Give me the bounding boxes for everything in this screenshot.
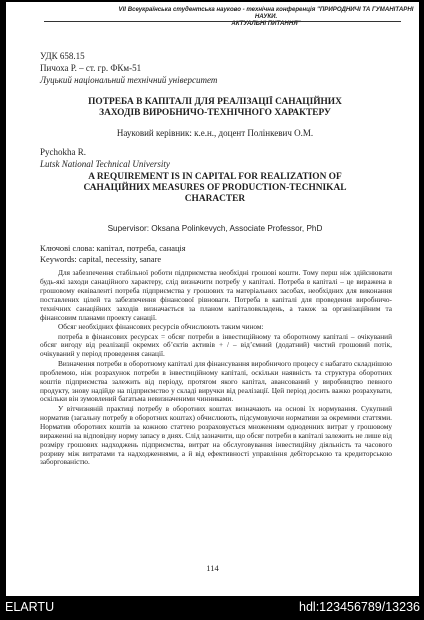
body-paragraph-3: потреба в фінансових ресурсах = обсяг потреби в інвестиційному та оборотному капіталі – очікуваний обсяг вигоду від реалізації окремих об’єктів активів + / – від’ємний (додатний) чистий грошовий потік, очікуваний у період проведення санації. (40, 331, 392, 359)
university-ua: Луцький національний технічний університет (40, 75, 218, 85)
title-ua-line1: ПОТРЕБА В КАПІТАЛІ ДЛЯ РЕАЛІЗАЦІЇ САНАЦІЙНИХ (88, 97, 342, 107)
body-paragraph-4: Визначення потреби в оборотному капіталі для фінансування виробничого процесу є набагато складнішою проблемою, ніж розрахунок потреби в інвестиційному капіталі, оскільки наявність та структура оборотних коштів підприємства залежить від періоду, протягом якого капітал, авансований у виробництво певного продукту, знову надійде на підприємство у складі виручки від реалізації. Цей період досить важко розрахувати, оскільки він зумовлений багатьма невизначеними чинниками. (40, 358, 392, 404)
header-rule (44, 21, 401, 22)
document-page (6, 2, 419, 596)
supervisor-ua: Науковий керівник: к.е.н., доцент Полінкевич О.М. (116, 128, 314, 138)
supervisor-en: Supervisor: Oksana Polinkevych, Associate Professor, PhD (107, 224, 323, 233)
repository-footer (0, 596, 424, 620)
body-paragraph-5: У вітчизняній практиці потребу в оборотних коштах визначають на основі їх нормування. Сукупний норматив (загальну потребу в оборотних коштах) обчислюють, підсумовуючи нормативи за окремими статтями. Норматив оборотних коштів за кожною статтею розраховується множенням одноденних витрат у грошовому вираженні на відповідну норму запасу в днях. Слід зазначити, що обсяг потреби в капіталі залежить не лише від розміру грошових надходжень підприємства, витрат на обслуговування інвестиційну діяльність та часового розриву між витратами та надходженнями, а й від ефективності управління дебіторською та кредиторською заборгованістю. (40, 403, 392, 467)
title-en-line1: A REQUIREMENT IS IN CAPITAL FOR REALIZATION OF (88, 172, 342, 182)
conference-header (116, 6, 416, 27)
handle-id: hdl:123456789/13236 (299, 600, 420, 614)
keywords-ua: Ключові слова: капітал, потреба, санація (40, 244, 186, 253)
title-en-line3: CHARACTER (184, 194, 246, 204)
page-number: 114 (206, 563, 219, 573)
title-ua (36, 97, 394, 119)
university-en: Lutsk National Technical University (40, 159, 170, 169)
title-en-line2: САНАЦІЙНИХ MEASURES OF PRODUCTION-TECHNIKAL (83, 183, 347, 193)
author-en: Pychokha R. (40, 147, 86, 157)
keywords-en: Keywords: capital, necessity, sanare (40, 255, 162, 264)
conference-header-line1: VII Всеукраїнська студентська науково - технічна конференція "ПРИРОДНИЧІ ТА ГУМАНІТАРНІ НАУКИ. (118, 6, 414, 20)
title-en (36, 172, 394, 205)
title-ua-line2: ЗАХОДІВ ВИРОБНИЧО-ТЕХНІЧНОГО ХАРАКТЕРУ (99, 108, 331, 118)
article-body (40, 269, 392, 468)
author-ua: Пичоха Р. – ст. гр. ФКм-51 (40, 63, 142, 73)
body-paragraph-2: Обсяг необхідних фінансових ресурсів обчислюють таким чином: (58, 322, 264, 332)
repository-name: ELARTU (5, 600, 55, 614)
conference-header-line2: АКТУАЛЬНІ ПИТАННЯ" (231, 20, 301, 27)
udc-code: УДК 658.15 (40, 51, 85, 61)
body-paragraph-1: Для забезпечення стабільної роботи підприємства необхідні грошові кошти. Тому перш ніж здійснювати будь-які заходи санаційного характеру, слід визначити потребу у капіталі. Потреба в капіталі – це виражена в грошовому еквіваленті потреба підприємства у грошових та матеріальних засобах, необхідних для виконання поставлених цілей та забезпечення фінансової рівноваги. Потреба в капіталі для проведення виробничо-технічних санаційних заходів визначається за планом капіталовкладень, а також за організаційним та фінансовим планами проекту санації. (40, 268, 392, 322)
